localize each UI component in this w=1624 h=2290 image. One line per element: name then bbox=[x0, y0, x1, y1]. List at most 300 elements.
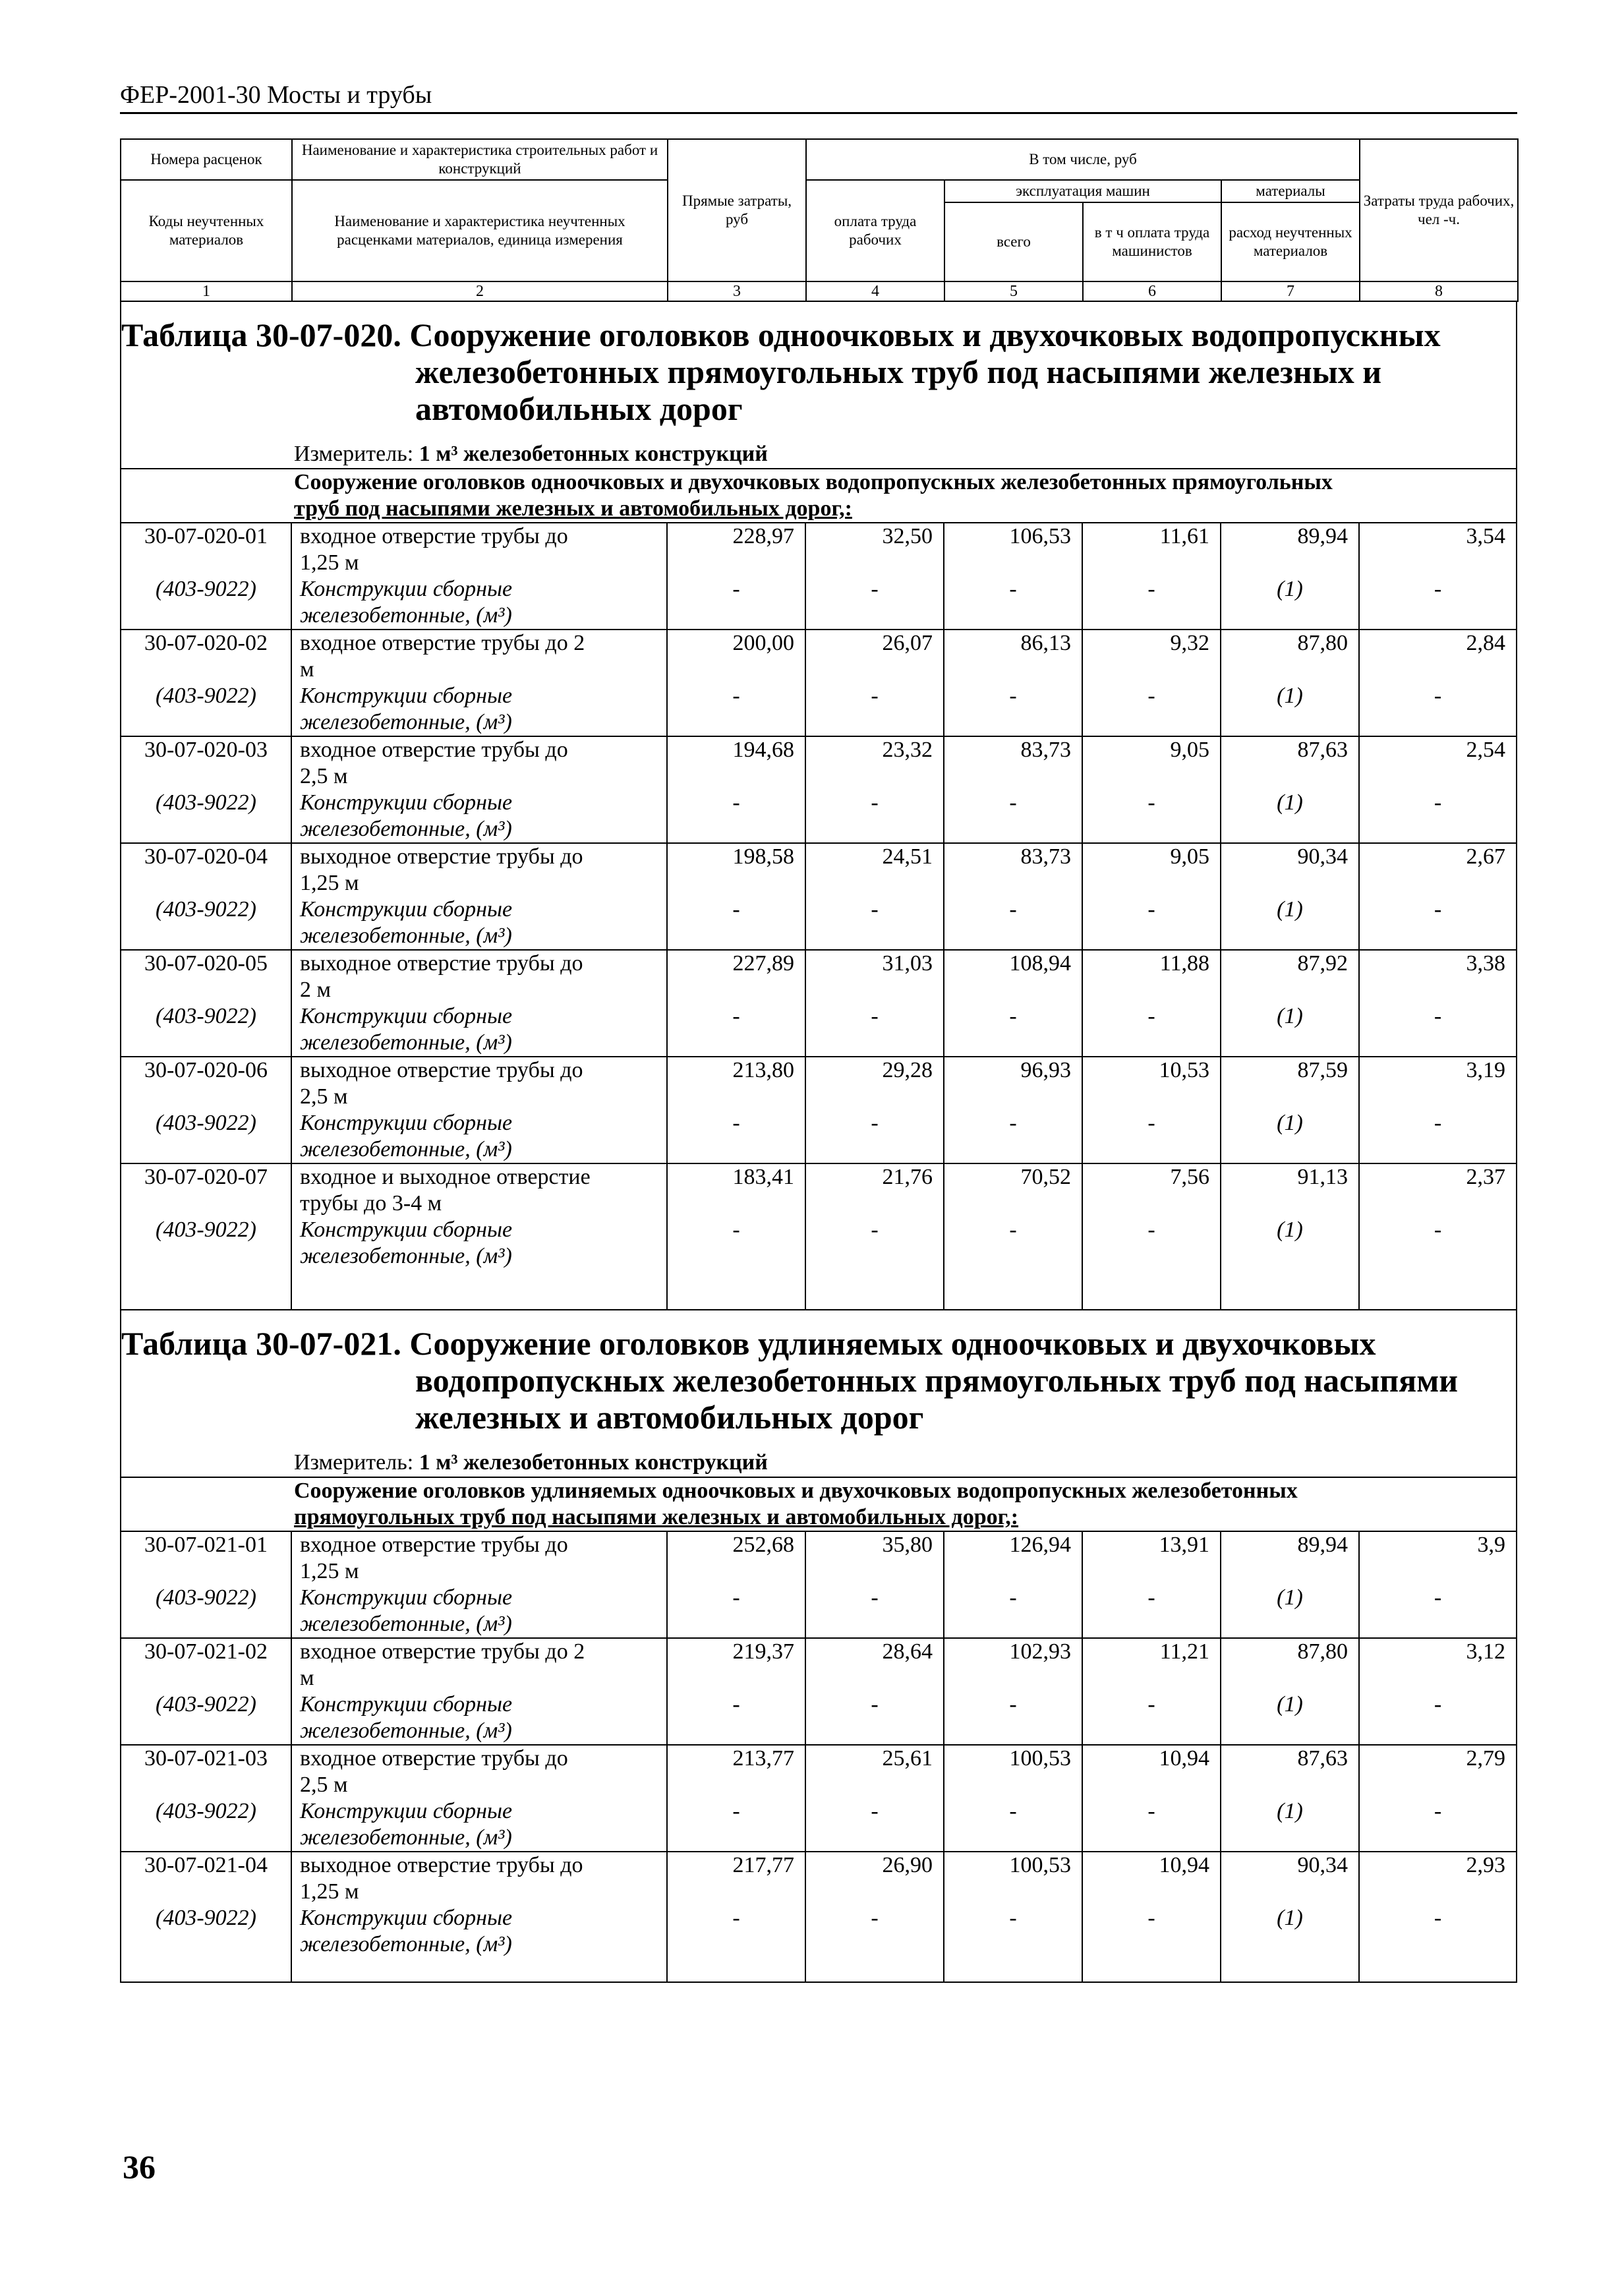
rate-code: 30-07-020-07 bbox=[121, 1163, 291, 1217]
dash-cell: - bbox=[1359, 1691, 1516, 1745]
machines-total: 86,13 bbox=[944, 630, 1082, 683]
rate-name-line: входное отверстие трубы до bbox=[300, 1746, 568, 1771]
machines-total: 83,73 bbox=[944, 736, 1082, 790]
dash-cell: - bbox=[1359, 896, 1516, 950]
dash-cell: - bbox=[667, 1691, 805, 1745]
spacer-cell bbox=[121, 1270, 291, 1309]
labor-pay: 31,03 bbox=[805, 950, 944, 1003]
material-name-line: Конструкции сборные bbox=[300, 1004, 513, 1028]
material-qty: (1) bbox=[1221, 790, 1359, 843]
labor-pay: 29,28 bbox=[805, 1057, 944, 1110]
labor-cost: 3,12 bbox=[1359, 1638, 1516, 1691]
table-title-line: железных и автомобильных дорог bbox=[415, 1399, 924, 1436]
labor-pay: 26,07 bbox=[805, 630, 944, 683]
rate-name-line: выходное отверстие трубы до bbox=[300, 844, 583, 869]
direct-costs: 252,68 bbox=[667, 1532, 805, 1585]
dash-cell: - bbox=[1082, 1217, 1221, 1270]
direct-costs: 200,00 bbox=[667, 630, 805, 683]
labor-pay: 26,90 bbox=[805, 1852, 944, 1905]
machinists-pay: 9,32 bbox=[1082, 630, 1221, 683]
material-row bbox=[121, 1217, 1516, 1270]
material-row bbox=[121, 790, 1516, 843]
material-qty: (1) bbox=[1221, 1798, 1359, 1852]
material-code: (403-9022) bbox=[156, 1004, 256, 1028]
material-name bbox=[291, 790, 667, 843]
rate-name-line: выходное отверстие трубы до bbox=[300, 1853, 583, 1877]
labor-pay: 21,76 bbox=[805, 1163, 944, 1217]
rate-code: 30-07-020-05 bbox=[121, 950, 291, 1003]
dash-cell: - bbox=[667, 1798, 805, 1852]
column-number: 1 bbox=[121, 281, 292, 301]
spacer-cell bbox=[1359, 1958, 1516, 1982]
material-qty: (1) bbox=[1221, 1110, 1359, 1163]
material-row bbox=[121, 576, 1516, 630]
meter-value: 1 м³ железобетонных конструкций bbox=[419, 442, 768, 466]
dash-cell: - bbox=[805, 1691, 944, 1745]
column-header-table bbox=[120, 138, 1519, 302]
rate-name-line: выходное отверстие трубы до bbox=[300, 951, 583, 976]
machines-total: 126,94 bbox=[944, 1532, 1082, 1585]
material-row bbox=[121, 1691, 1516, 1745]
machinists-pay: 13,91 bbox=[1082, 1532, 1221, 1585]
material-qty: (1) bbox=[1221, 1217, 1359, 1270]
material-row bbox=[121, 1110, 1516, 1163]
dash-cell: - bbox=[1359, 1798, 1516, 1852]
header-codes: Коды неучтенных материалов bbox=[121, 180, 292, 281]
material-name-line: Конструкции сборные bbox=[300, 897, 513, 922]
materials: 87,63 bbox=[1221, 736, 1359, 790]
spacer-cell bbox=[1221, 1270, 1359, 1309]
dash-cell: - bbox=[805, 790, 944, 843]
dash-cell: - bbox=[1082, 1798, 1221, 1852]
table-row bbox=[121, 1745, 1516, 1798]
rate-code: 30-07-020-01 bbox=[144, 524, 268, 548]
machinists-pay: 11,61 bbox=[1082, 523, 1221, 576]
spacer-cell bbox=[1082, 1958, 1221, 1982]
table-title bbox=[121, 302, 1516, 427]
section-title bbox=[121, 1478, 1516, 1532]
dash-cell: - bbox=[944, 1217, 1082, 1270]
spacer-cell bbox=[1359, 1270, 1516, 1309]
labor-cost: 2,37 bbox=[1359, 1163, 1516, 1217]
spacer-cell bbox=[667, 1270, 805, 1309]
meter-label: Измеритель: bbox=[294, 442, 414, 466]
dash-cell: - bbox=[944, 1905, 1082, 1958]
material-code: (403-9022) bbox=[156, 897, 256, 922]
column-number: 5 bbox=[944, 281, 1083, 301]
spacer-cell bbox=[291, 1270, 667, 1309]
machinists-pay: 10,94 bbox=[1082, 1852, 1221, 1905]
materials: 87,80 bbox=[1221, 630, 1359, 683]
material-name-line: железобетонные, (м³) bbox=[300, 817, 512, 841]
dash-cell: - bbox=[1082, 1691, 1221, 1745]
header-direct: Прямые затраты, руб bbox=[668, 139, 806, 281]
material-name bbox=[291, 1798, 667, 1852]
rate-code: 30-07-021-02 bbox=[121, 1638, 291, 1691]
dash-cell: - bbox=[1359, 1110, 1516, 1163]
page-number: 36 bbox=[123, 2148, 156, 2185]
dash-cell: - bbox=[944, 1110, 1082, 1163]
rate-code: 30-07-021-04 bbox=[121, 1852, 291, 1905]
table-row bbox=[121, 1852, 1516, 1905]
column-number: 4 bbox=[806, 281, 944, 301]
material-name bbox=[291, 1691, 667, 1745]
rate-name-line: 2,5 м bbox=[300, 764, 348, 788]
material-name-line: железобетонные, (м³) bbox=[300, 924, 512, 948]
direct-costs: 228,97 bbox=[667, 523, 805, 576]
dash-cell: - bbox=[1082, 1003, 1221, 1057]
labor-cost: 2,67 bbox=[1359, 843, 1516, 896]
material-name bbox=[291, 683, 667, 736]
labor-cost: 3,54 bbox=[1359, 523, 1516, 576]
machines-total: 96,93 bbox=[944, 1057, 1082, 1110]
material-code: (403-9022) bbox=[156, 577, 256, 601]
dash-cell: - bbox=[1082, 896, 1221, 950]
dash-cell: - bbox=[944, 1585, 1082, 1638]
dash-cell: - bbox=[667, 683, 805, 736]
material-code: (403-9022) bbox=[156, 790, 256, 815]
material-name-line: Конструкции сборные bbox=[300, 577, 513, 601]
rate-name bbox=[291, 1532, 667, 1585]
rate-name-line: 2,5 м bbox=[300, 1773, 348, 1797]
machinists-pay: 10,94 bbox=[1082, 1745, 1221, 1798]
rate-code: 30-07-020-04 bbox=[121, 843, 291, 896]
labor-pay: 24,51 bbox=[805, 843, 944, 896]
dash-cell: - bbox=[944, 1798, 1082, 1852]
rate-name bbox=[291, 1745, 667, 1798]
table-title bbox=[121, 1310, 1516, 1436]
rate-name bbox=[291, 843, 667, 896]
material-code: (403-9022) bbox=[156, 1906, 256, 1930]
material-row bbox=[121, 1798, 1516, 1852]
material-name-line: железобетонные, (м³) bbox=[300, 1137, 512, 1161]
machines-total: 70,52 bbox=[944, 1163, 1082, 1217]
material-name-line: Конструкции сборные bbox=[300, 1906, 513, 1930]
direct-costs: 227,89 bbox=[667, 950, 805, 1003]
material-qty: (1) bbox=[1221, 1905, 1359, 1958]
material-qty: (1) bbox=[1221, 1691, 1359, 1745]
rate-name-line: 2 м bbox=[300, 978, 332, 1002]
rate-name-line: входное отверстие трубы до bbox=[300, 1533, 568, 1557]
dash-cell: - bbox=[1359, 683, 1516, 736]
labor-pay: 25,61 bbox=[805, 1745, 944, 1798]
labor-cost: 2,84 bbox=[1359, 630, 1516, 683]
table-row bbox=[121, 1163, 1516, 1217]
dash-cell: - bbox=[1359, 790, 1516, 843]
dash-cell: - bbox=[1082, 1585, 1221, 1638]
header-machinists: в т ч оплата труда машинистов bbox=[1083, 202, 1221, 281]
spacer-cell bbox=[805, 1958, 944, 1982]
dash-cell: - bbox=[667, 1217, 805, 1270]
machinists-pay: 10,53 bbox=[1082, 1057, 1221, 1110]
material-name bbox=[291, 1110, 667, 1163]
machinists-pay: 7,56 bbox=[1082, 1163, 1221, 1217]
material-code: (403-9022) bbox=[156, 684, 256, 708]
rate-name-line: м bbox=[300, 1666, 314, 1690]
dash-cell: - bbox=[1082, 1905, 1221, 1958]
rate-name bbox=[291, 736, 667, 790]
spacer-row bbox=[121, 1270, 1516, 1309]
labor-pay: 35,80 bbox=[805, 1532, 944, 1585]
rate-name-line: входное отверстие трубы до 2 bbox=[300, 631, 585, 655]
header-labor-pay: оплата труда рабочих bbox=[806, 180, 944, 281]
rate-code: 30-07-020-03 bbox=[121, 736, 291, 790]
material-code: (403-9022) bbox=[156, 1799, 256, 1823]
dash-cell: - bbox=[944, 1003, 1082, 1057]
table-row bbox=[121, 630, 1516, 683]
material-name-line: Конструкции сборные bbox=[300, 684, 513, 708]
dash-cell: - bbox=[1359, 1217, 1516, 1270]
material-qty: (1) bbox=[1221, 1003, 1359, 1057]
spacer-cell bbox=[1221, 1958, 1359, 1982]
rate-name bbox=[291, 1057, 667, 1110]
table-title-line: железобетонных прямоугольных труб под насыпями железных и bbox=[415, 353, 1382, 390]
material-row bbox=[121, 683, 1516, 736]
direct-costs: 213,77 bbox=[667, 1745, 805, 1798]
material-code: (403-9022) bbox=[156, 1218, 256, 1242]
material-name bbox=[291, 1585, 667, 1638]
table-title-line: водопропускных железобетонных прямоугольных труб под насыпями bbox=[415, 1362, 1459, 1399]
materials: 91,13 bbox=[1221, 1163, 1359, 1217]
rate-name bbox=[291, 1638, 667, 1691]
dash-cell: - bbox=[805, 1905, 944, 1958]
page-header: ФЕР-2001-30 Мосты и трубы bbox=[120, 79, 1517, 114]
section-title-line: Сооружение оголовков одноочковых и двухочковых водопропускных железобетонных прямоугольных bbox=[294, 470, 1333, 494]
header-name2: Наименование и характеристика неучтенных расценками материалов, единица измерения bbox=[292, 180, 668, 281]
dash-cell: - bbox=[805, 683, 944, 736]
labor-cost: 2,54 bbox=[1359, 736, 1516, 790]
header-machines-total: всего bbox=[944, 202, 1083, 281]
material-name-line: Конструкции сборные bbox=[300, 1799, 513, 1823]
machines-total: 83,73 bbox=[944, 843, 1082, 896]
header-including: В том числе, руб bbox=[806, 139, 1360, 180]
spacer-cell bbox=[805, 1270, 944, 1309]
rate-name-line: 1,25 м bbox=[300, 1879, 359, 1904]
machinists-pay: 11,21 bbox=[1082, 1638, 1221, 1691]
dash-cell: - bbox=[1359, 1585, 1516, 1638]
material-row bbox=[121, 1905, 1516, 1958]
dash-cell: - bbox=[944, 576, 1082, 630]
column-number: 7 bbox=[1221, 281, 1360, 301]
rate-code: 30-07-020-06 bbox=[121, 1057, 291, 1110]
material-name-line: железобетонные, (м³) bbox=[300, 1932, 512, 1956]
dash-cell: - bbox=[805, 1217, 944, 1270]
machinists-pay: 11,88 bbox=[1082, 950, 1221, 1003]
material-code: (403-9022) bbox=[156, 1585, 256, 1610]
labor-cost: 2,79 bbox=[1359, 1745, 1516, 1798]
spacer-cell bbox=[1082, 1270, 1221, 1309]
labor-cost: 3,19 bbox=[1359, 1057, 1516, 1110]
material-name-line: Конструкции сборные bbox=[300, 1692, 513, 1717]
rate-name bbox=[291, 630, 667, 683]
material-qty: (1) bbox=[1221, 1585, 1359, 1638]
dash-cell: - bbox=[667, 790, 805, 843]
dash-cell: - bbox=[805, 896, 944, 950]
dash-cell: - bbox=[805, 576, 944, 630]
dash-cell: - bbox=[1359, 1905, 1516, 1958]
dash-cell: - bbox=[667, 576, 805, 630]
material-qty: (1) bbox=[1221, 576, 1359, 630]
column-number: 2 bbox=[292, 281, 668, 301]
rate-code: 30-07-021-01 bbox=[144, 1533, 268, 1557]
tables-frame bbox=[120, 302, 1517, 1983]
dash-cell: - bbox=[667, 1585, 805, 1638]
materials: 89,94 bbox=[1221, 1532, 1359, 1585]
dash-cell: - bbox=[944, 683, 1082, 736]
direct-costs: 194,68 bbox=[667, 736, 805, 790]
material-name-line: железобетонные, (м³) bbox=[300, 603, 512, 628]
material-name-line: железобетонные, (м³) bbox=[300, 1244, 512, 1268]
meter-value: 1 м³ железобетонных конструкций bbox=[419, 1450, 768, 1475]
dash-cell: - bbox=[1082, 683, 1221, 736]
rate-table-block bbox=[121, 1310, 1516, 1982]
direct-costs: 213,80 bbox=[667, 1057, 805, 1110]
column-number: 6 bbox=[1083, 281, 1221, 301]
material-code: (403-9022) bbox=[156, 1111, 256, 1135]
material-name bbox=[291, 1217, 667, 1270]
rates-table bbox=[121, 523, 1516, 1309]
labor-pay: 23,32 bbox=[805, 736, 944, 790]
machinists-pay: 9,05 bbox=[1082, 736, 1221, 790]
labor-cost: 3,38 bbox=[1359, 950, 1516, 1003]
section-title-line: труб под насыпями железных и автомобильных дорог,: bbox=[294, 496, 852, 521]
material-name-line: железобетонные, (м³) bbox=[300, 1825, 512, 1850]
machinists-pay: 9,05 bbox=[1082, 843, 1221, 896]
labor-cost: 2,93 bbox=[1359, 1852, 1516, 1905]
materials: 87,80 bbox=[1221, 1638, 1359, 1691]
table-row bbox=[121, 1057, 1516, 1110]
rate-name-line: 1,25 м bbox=[300, 871, 359, 895]
labor-pay: 32,50 bbox=[805, 523, 944, 576]
materials: 87,92 bbox=[1221, 950, 1359, 1003]
dash-cell: - bbox=[1359, 576, 1516, 630]
table-meter bbox=[121, 1449, 1516, 1478]
material-name bbox=[291, 896, 667, 950]
material-name-line: железобетонные, (м³) bbox=[300, 1718, 512, 1743]
section-title-line: прямоугольных труб под насыпями железных и автомобильных дорог,: bbox=[294, 1505, 1019, 1529]
material-qty: (1) bbox=[1221, 896, 1359, 950]
machines-total: 108,94 bbox=[944, 950, 1082, 1003]
machines-total: 100,53 bbox=[944, 1852, 1082, 1905]
spacer-cell bbox=[121, 1958, 291, 1982]
materials: 87,63 bbox=[1221, 1745, 1359, 1798]
dash-cell: - bbox=[667, 1110, 805, 1163]
material-row bbox=[121, 1003, 1516, 1057]
rate-name-line: 1,25 м bbox=[300, 1559, 359, 1583]
dash-cell: - bbox=[667, 1003, 805, 1057]
table-title-line: Таблица 30-07-020. Сооружение оголовков одноочковых и двухочковых водопропускных bbox=[121, 316, 1441, 353]
column-number: 3 bbox=[668, 281, 806, 301]
spacer-cell bbox=[944, 1270, 1082, 1309]
material-name bbox=[291, 1905, 667, 1958]
header-name: Наименование и характеристика строительных работ и конструкций bbox=[292, 139, 668, 180]
materials: 89,94 bbox=[1221, 523, 1359, 576]
header-materials-unaccounted: расход неучтенных материалов bbox=[1221, 202, 1360, 281]
rate-name-line: 1,25 м bbox=[300, 550, 359, 575]
rate-name-line: входное отверстие трубы до 2 bbox=[300, 1639, 585, 1664]
dash-cell: - bbox=[1359, 1003, 1516, 1057]
table-meter bbox=[121, 440, 1516, 469]
material-name-line: Конструкции сборные bbox=[300, 1218, 513, 1242]
material-name-line: Конструкции сборные bbox=[300, 1111, 513, 1135]
rate-name bbox=[291, 950, 667, 1003]
table-title-line: автомобильных дорог bbox=[415, 390, 743, 427]
labor-cost: 3,9 bbox=[1359, 1532, 1516, 1585]
dash-cell: - bbox=[805, 1798, 944, 1852]
table-row bbox=[121, 736, 1516, 790]
direct-costs: 219,37 bbox=[667, 1638, 805, 1691]
header-materials: материалы bbox=[1221, 180, 1360, 202]
rate-name bbox=[291, 1163, 667, 1217]
rate-code: 30-07-021-03 bbox=[121, 1745, 291, 1798]
material-name-line: железобетонные, (м³) bbox=[300, 710, 512, 734]
material-name-line: железобетонные, (м³) bbox=[300, 1030, 512, 1055]
materials: 87,59 bbox=[1221, 1057, 1359, 1110]
rate-code: 30-07-020-02 bbox=[121, 630, 291, 683]
direct-costs: 198,58 bbox=[667, 843, 805, 896]
table-row bbox=[121, 950, 1516, 1003]
direct-costs: 183,41 bbox=[667, 1163, 805, 1217]
dash-cell: - bbox=[1082, 790, 1221, 843]
dash-cell: - bbox=[944, 1691, 1082, 1745]
header-labor-cost: Затраты труда рабочих, чел -ч. bbox=[1360, 139, 1518, 281]
table-row bbox=[121, 843, 1516, 896]
rate-name bbox=[291, 1852, 667, 1905]
header-machines: эксплуатация машин bbox=[944, 180, 1221, 202]
dash-cell: - bbox=[1082, 1110, 1221, 1163]
material-name bbox=[291, 576, 667, 630]
meter-label: Измеритель: bbox=[294, 1450, 414, 1475]
table-row bbox=[121, 1532, 1516, 1585]
dash-cell: - bbox=[944, 790, 1082, 843]
dash-cell: - bbox=[805, 1585, 944, 1638]
rate-name-line: входное и выходное отверстие bbox=[300, 1165, 591, 1189]
rate-name-line: м bbox=[300, 657, 314, 682]
material-name bbox=[291, 1003, 667, 1057]
materials: 90,34 bbox=[1221, 1852, 1359, 1905]
dash-cell: - bbox=[944, 896, 1082, 950]
direct-costs: 217,77 bbox=[667, 1852, 805, 1905]
material-name-line: Конструкции сборные bbox=[300, 790, 513, 815]
dash-cell: - bbox=[667, 1905, 805, 1958]
column-number: 8 bbox=[1360, 281, 1518, 301]
material-qty: (1) bbox=[1221, 683, 1359, 736]
material-name-line: Конструкции сборные bbox=[300, 1585, 513, 1610]
spacer-row bbox=[121, 1958, 1516, 1982]
header-numbers: Номера расценок bbox=[121, 139, 292, 180]
dash-cell: - bbox=[805, 1003, 944, 1057]
materials: 90,34 bbox=[1221, 843, 1359, 896]
rate-name-line: входное отверстие трубы до bbox=[300, 738, 568, 762]
rate-table-block bbox=[121, 302, 1516, 1310]
section-title bbox=[121, 469, 1516, 523]
material-code: (403-9022) bbox=[156, 1692, 256, 1717]
labor-pay: 28,64 bbox=[805, 1638, 944, 1691]
machines-total: 102,93 bbox=[944, 1638, 1082, 1691]
material-row bbox=[121, 896, 1516, 950]
machines-total: 100,53 bbox=[944, 1745, 1082, 1798]
spacer-cell bbox=[291, 1958, 667, 1982]
machines-total: 106,53 bbox=[944, 523, 1082, 576]
spacer-cell bbox=[944, 1958, 1082, 1982]
table-row bbox=[121, 523, 1516, 576]
rate-name-line: трубы до 3-4 м bbox=[300, 1191, 442, 1216]
dash-cell: - bbox=[805, 1110, 944, 1163]
dash-cell: - bbox=[667, 896, 805, 950]
table-title-line: Таблица 30-07-021. Сооружение оголовков удлиняемых одноочковых и двухочковых bbox=[121, 1325, 1376, 1362]
document-area bbox=[120, 138, 1517, 1983]
rates-table bbox=[121, 1532, 1516, 1982]
